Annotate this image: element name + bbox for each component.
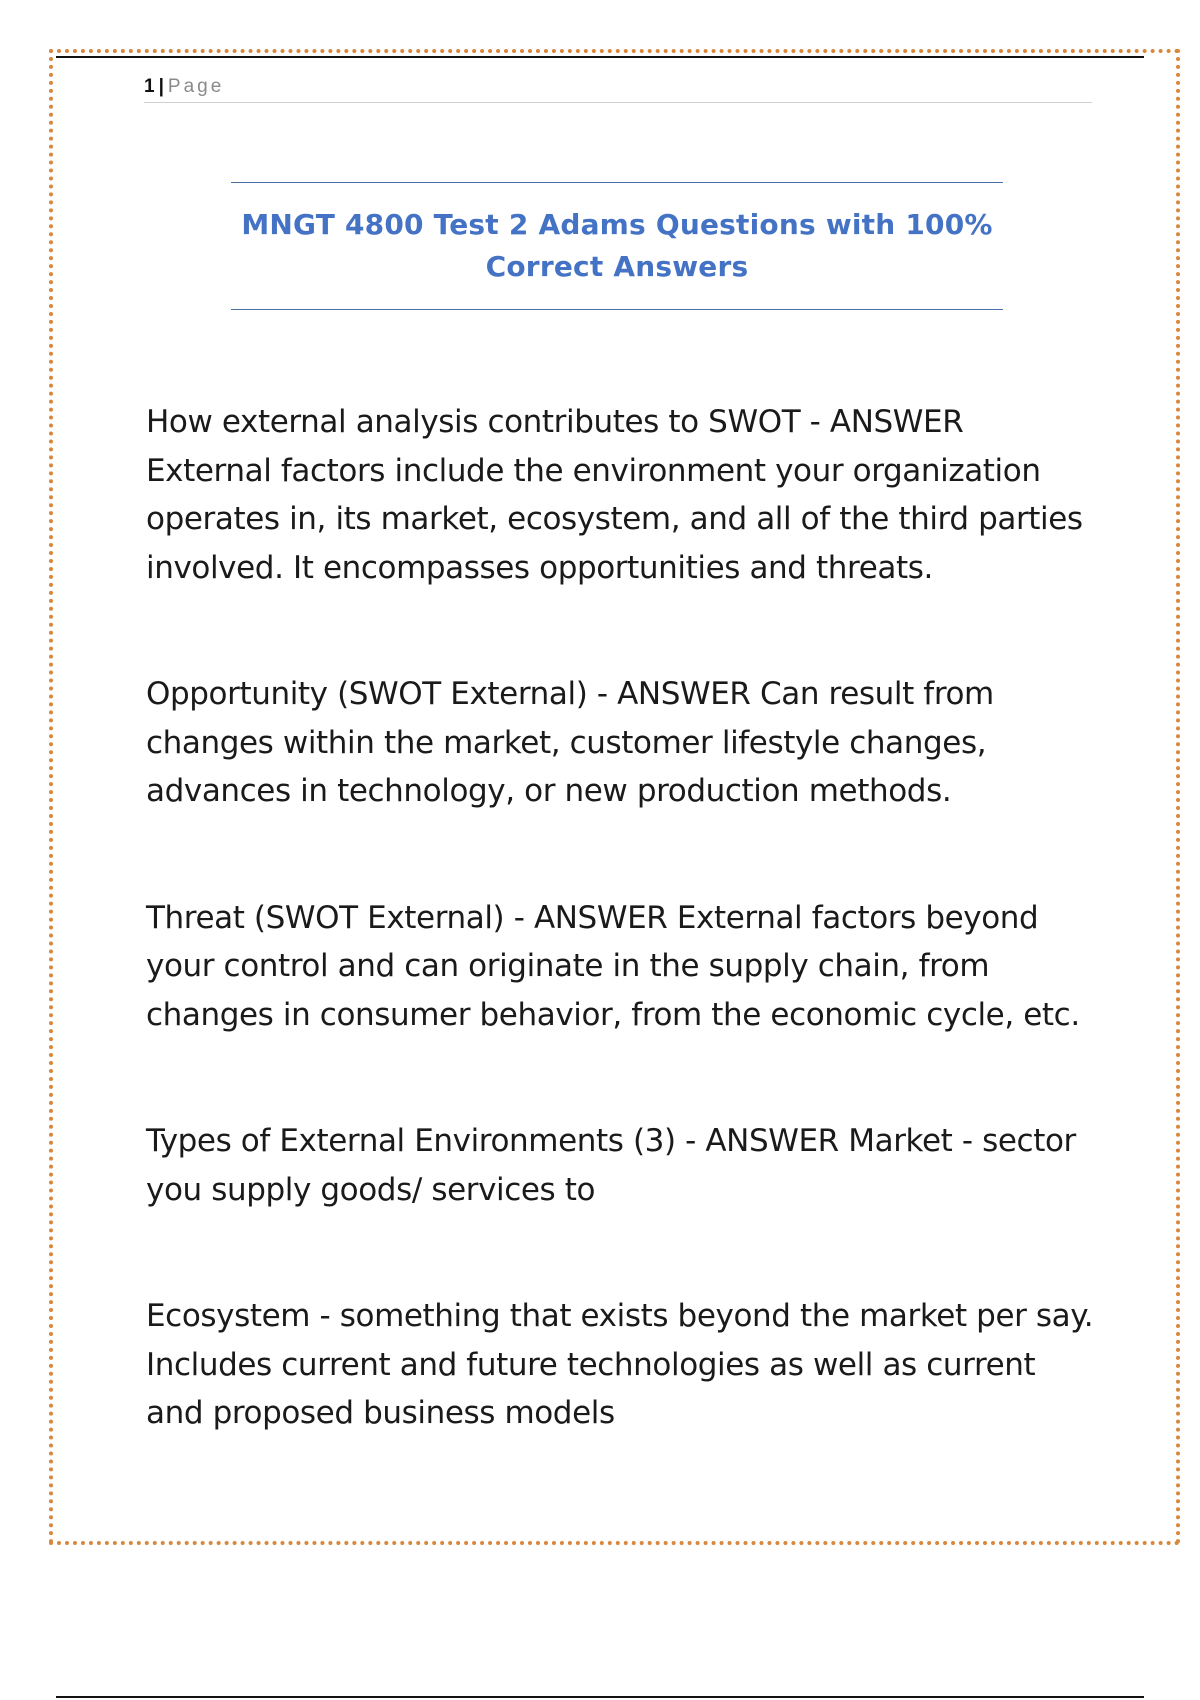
qa-entry-external-environments: Types of External Environments (3) - ANSWER Market - sector you supply goods/ services to bbox=[146, 1123, 1076, 1208]
page-number: 1 bbox=[144, 76, 155, 97]
page-header bbox=[144, 74, 1092, 103]
page-separator: | bbox=[158, 76, 164, 97]
qa-entry-threat: Threat (SWOT External) - ANSWER External factors beyond your control and can originate in the supply chain, from changes in consumer behavior, from the economic cycle, etc. bbox=[146, 899, 1080, 1033]
qa-content bbox=[146, 398, 1096, 1438]
document-title: MNGT 4800 Test 2 Adams Questions with 100% Correct Answers bbox=[241, 208, 993, 283]
bottom-rule bbox=[56, 1696, 1144, 1698]
qa-entry-opportunity: Opportunity (SWOT External) - ANSWER Can result from changes within the market, customer lifestyle changes, advances in technology, or new production methods. bbox=[146, 676, 994, 809]
qa-entry-ecosystem: Ecosystem - something that exists beyond the market per say. Includes current and future technologies as well as current and proposed business models bbox=[146, 1298, 1094, 1431]
qa-entry-external-analysis: How external analysis contributes to SWOT - ANSWER External factors include the environment your organization operates in, its market, ecosystem, and all of the third parties involved. It encompasses opportunities and threats. bbox=[146, 404, 1083, 586]
page-label: Page bbox=[167, 76, 225, 97]
title-block bbox=[231, 182, 1003, 310]
